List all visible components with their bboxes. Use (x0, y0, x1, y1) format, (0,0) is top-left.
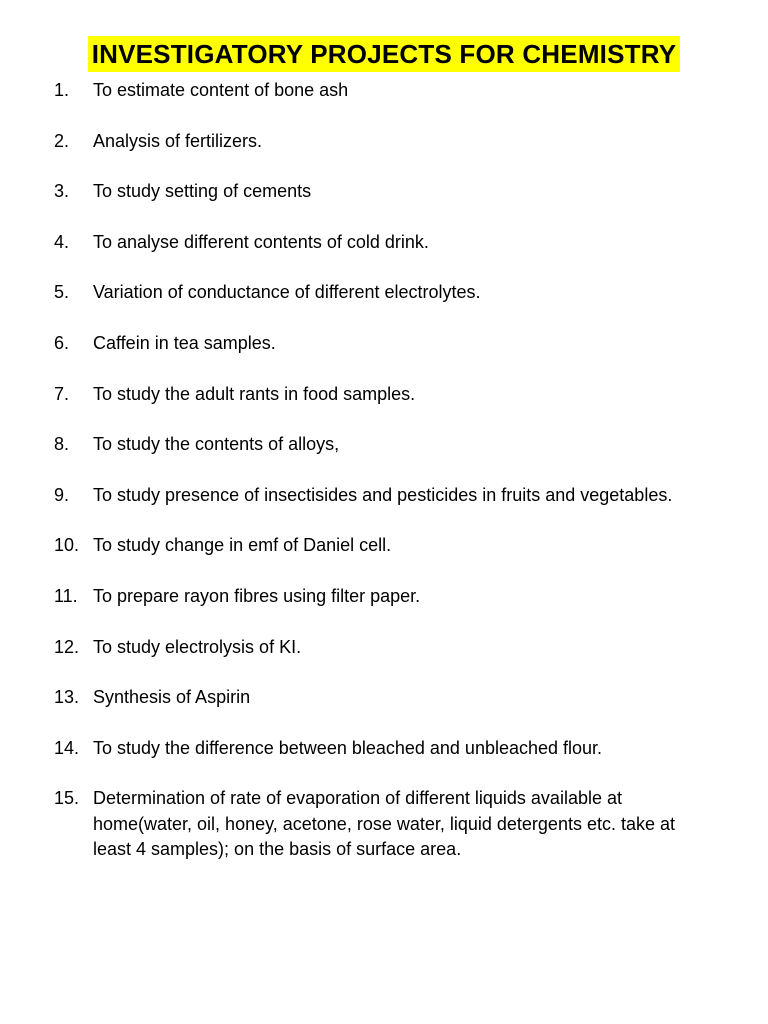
list-item (0, 179, 768, 204)
item-text: Determination of rate of evaporation of different liquids available at home(water, oil, honey, acetone, rose water, liquid detergents etc. take at least 4 samples); on the basis of surface area. (93, 788, 676, 859)
list-item (0, 584, 768, 609)
item-number: 9. (54, 484, 70, 505)
list-item (0, 736, 768, 761)
item-text: To prepare rayon fibres using filter paper. (93, 585, 421, 606)
list-item (0, 786, 768, 862)
item-number: 1. (54, 80, 70, 100)
item-text: To study electrolysis of KI. (93, 636, 302, 657)
item-text: Synthesis of Aspirin (93, 687, 251, 708)
item-number: 7. (54, 383, 70, 404)
item-number: 8. (54, 434, 70, 455)
list-item (0, 230, 768, 255)
title-container (0, 36, 768, 72)
project-list (0, 78, 768, 888)
list-item (0, 129, 768, 154)
item-number: 12. (54, 636, 80, 657)
item-number: 6. (54, 332, 70, 353)
list-item (0, 432, 768, 457)
list-item (0, 78, 768, 103)
item-number: 5. (54, 282, 70, 303)
list-item (0, 483, 768, 508)
item-number: 2. (54, 130, 70, 151)
item-text: To estimate content of bone ash (93, 80, 349, 100)
item-text: To study presence of insectisides and pesticides in fruits and vegetables. (93, 484, 673, 505)
list-item (0, 331, 768, 356)
page-title: INVESTIGATORY PROJECTS FOR CHEMISTRY (88, 36, 681, 72)
list-item (0, 382, 768, 407)
item-number: 10. (54, 535, 80, 556)
list-item (0, 685, 768, 710)
item-text: To analyse different contents of cold drink. (93, 231, 429, 252)
item-number: 11. (54, 585, 78, 606)
item-text: To study the adult rants in food samples. (93, 383, 416, 404)
item-number: 13. (54, 687, 80, 708)
item-text: Caffein in tea samples. (93, 332, 276, 353)
item-number: 4. (54, 231, 70, 252)
list-item (0, 635, 768, 660)
list-item (0, 533, 768, 558)
item-number: 15. (54, 788, 80, 809)
item-number: 3. (54, 181, 70, 202)
list-item (0, 280, 768, 305)
item-text: To study the contents of alloys, (93, 434, 340, 455)
item-text: To study the difference between bleached and unbleached flour. (93, 737, 603, 758)
item-text: To study setting of cements (93, 181, 312, 202)
item-number: 14. (54, 737, 80, 758)
item-text: To study change in emf of Daniel cell. (93, 535, 392, 556)
item-text: Analysis of fertilizers. (93, 130, 263, 151)
item-text: Variation of conductance of different electrolytes. (93, 282, 481, 303)
